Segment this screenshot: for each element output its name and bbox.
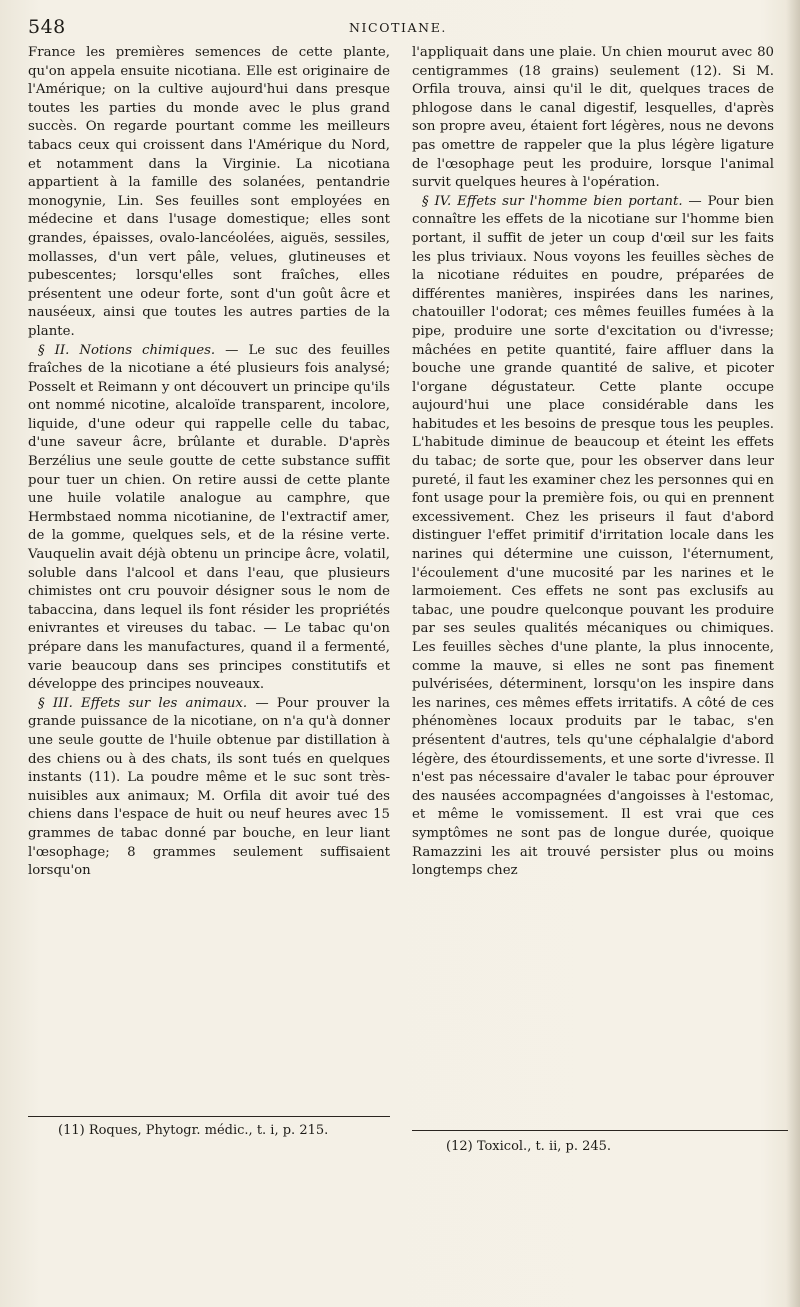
footnote-divider-left bbox=[28, 1116, 390, 1117]
page-edge-shadow bbox=[786, 0, 800, 1307]
footnote-11: (11) Roques, Phytogr. médic., t. i, p. 215. bbox=[58, 1123, 329, 1138]
section-heading-chemistry: § II. Notions chimiques. bbox=[38, 342, 216, 358]
paragraph-continuation: l'appliquait dans une plaie. Un chien mourut avec 80 centigrammes (18 grains) seulement (12). Si M. Orfila trouva, ainsi qu'il le dit, quelques traces de phlogose dans le canal digestif, lesquelles, d'après son propre aveu, étaient fort légères, nous ne devons pas omettre de rappeler que la plus légère ligature de l'œsophage peut les produire, lorsque l'animal survit quelques heures à l'opération. bbox=[412, 45, 774, 191]
section-text-human: — Pour bien connaître les effets de la nicotiane sur l'homme bien portant, il suffit de jeter un coup d'œil sur les faits les plus triviaux. Nous voyons les feuilles sèches de la nicotiane réduites en poudre, préparées de différentes manières, inspirées dans les narines, chatouiller l'odorat; ces mêmes feuilles fumées à la pipe, produire une sorte d'excitation ou d'ivresse; mâchées en petite quantité, faire affluer dans la bouche une grande quantité de salive, et picoter l'organe dégustateur. Cette plante occupe aujourd'hui une place considérable dans les habitudes et les besoins de presque tous les peuples. L'habitude diminue de beaucoup et éteint les effets du tabac; de sorte que, pour les observer dans leur pureté, il faut les examiner chez les personnes qui en font usage pour la première fois, ou qui en prennent excessivement. Chez les priseurs il faut d'abord distinguer l'effet primitif d'irritation locale dans les narines qui détermine une cuisson, l'éternument, l'écoulement d'une mucosité par les narines et le larmoiement. Ces effets ne sont pas exclusifs au tabac, une poudre quelconque pouvant les produire par ses seules qualités mécaniques ou chimiques. Les feuilles sèches d'une plante, la plus innocente, comme la mauve, si elles ne sont pas finement pulvérisées, déterminent, lorsqu'on les inspire dans les narines, ces mêmes effets irritatifs. A côté de ces phénomènes locaux produits par le tabac, s'en présentent d'autres, tels qu'une céphalalgie d'abord légère, des étourdissements, et une sorte d'ivresse. Il n'est pas nécessaire d'avaler le tabac pour éprouver des nausées accompagnées d'angoisses à l'estomac, et même le vomissement. Il est vrai que ces symptômes ne sont pas de longue durée, quoique Ramazzini les ait trouvé persister plus ou moins longtemps chez bbox=[412, 193, 774, 879]
footnote-12: (12) Toxicol., t. ii, p. 245. bbox=[446, 1139, 612, 1154]
paragraph-human-effects bbox=[412, 193, 774, 881]
right-column bbox=[412, 44, 774, 881]
section-heading-animals: § III. Effets sur les animaux. bbox=[38, 695, 248, 711]
paragraph-chemistry bbox=[28, 342, 390, 695]
page-header bbox=[28, 14, 768, 44]
paragraph-animals bbox=[28, 695, 390, 881]
page-number: 548 bbox=[28, 16, 66, 38]
section-text-chemistry: — Le suc des feuilles fraîches de la nicotiane a été plusieurs fois analysé; Posselt et Reimann y ont découvert un principe qu'ils ont nommé nicotine, alcaloïde transparent, incolore, liquide, d'une odeur qui rappelle celle du tabac, d'une saveur âcre, brûlante et durable. D'après Berzélius une seule goutte de cette substance suffit pour tuer un chien. On retire aussi de cette plante une huile volatile analogue au camphre, que Hermbstaed nomma nicotianine, de l'extractif amer, de la gomme, quelques sels, et de la résine verte. Vauquelin avait déjà obtenu un principe âcre, volatil, soluble dans l'alcool et dans l'eau, que plusieurs chimistes ont cru pouvoir désigner sous le nom de tabaccina, dans lequel ils font résider les propriétés enivrantes et vireuses du tabac. — Le tabac qu'on prépare dans les manufactures, quand il a fermenté, varie beaucoup dans ses principes constitutifs et développe des principes nouveaux. bbox=[28, 342, 390, 693]
paragraph-origin: France les premières semences de cette plante, qu'on appela ensuite nicotiana. Elle est originaire de l'Amérique; on la cultive aujourd'hui dans presque toutes les parties du monde avec le plus grand succès. On regarde pourtant comme les meilleurs tabacs ceux qui croissent dans l'Amérique du Nord, et notamment dans la Virginie. La nicotiana appartient à la famille des solanées, pentandrie monogynie, Lin. Ses feuilles sont employées en médecine et dans l'usage domestique; elles sont grandes, épaisses, ovalo-lancéolées, aiguës, sessiles, mollasses, d'un vert pâle, velues, glutineuses et pubescentes; lorsqu'elles sont fraîches, elles présentent une odeur forte, sont d'un goût âcre et nauséeux, ainsi que toutes les autres parties de la plante. bbox=[28, 45, 390, 339]
footnote-divider-right bbox=[412, 1130, 788, 1131]
running-title: NICOTIANE. bbox=[348, 20, 448, 35]
section-text-animals: — Pour prouver la grande puissance de la nicotiane, on n'a qu'à donner une seule goutte de l'huile obtenue par distillation à des chiens ou à des chats, ils sont tués en quelques instants (11). La poudre même et le suc sont très-nuisibles aux animaux; M. Orfila dit avoir tué des chiens dans l'espace de huit ou neuf heures avec 15 grammes de tabac donné par bouche, en leur liant l'œsophage; 8 grammes seulement suffisaient lorsqu'on bbox=[28, 695, 390, 879]
left-column bbox=[28, 44, 390, 881]
section-heading-human: § IV. Effets sur l'homme bien portant. bbox=[422, 193, 683, 209]
